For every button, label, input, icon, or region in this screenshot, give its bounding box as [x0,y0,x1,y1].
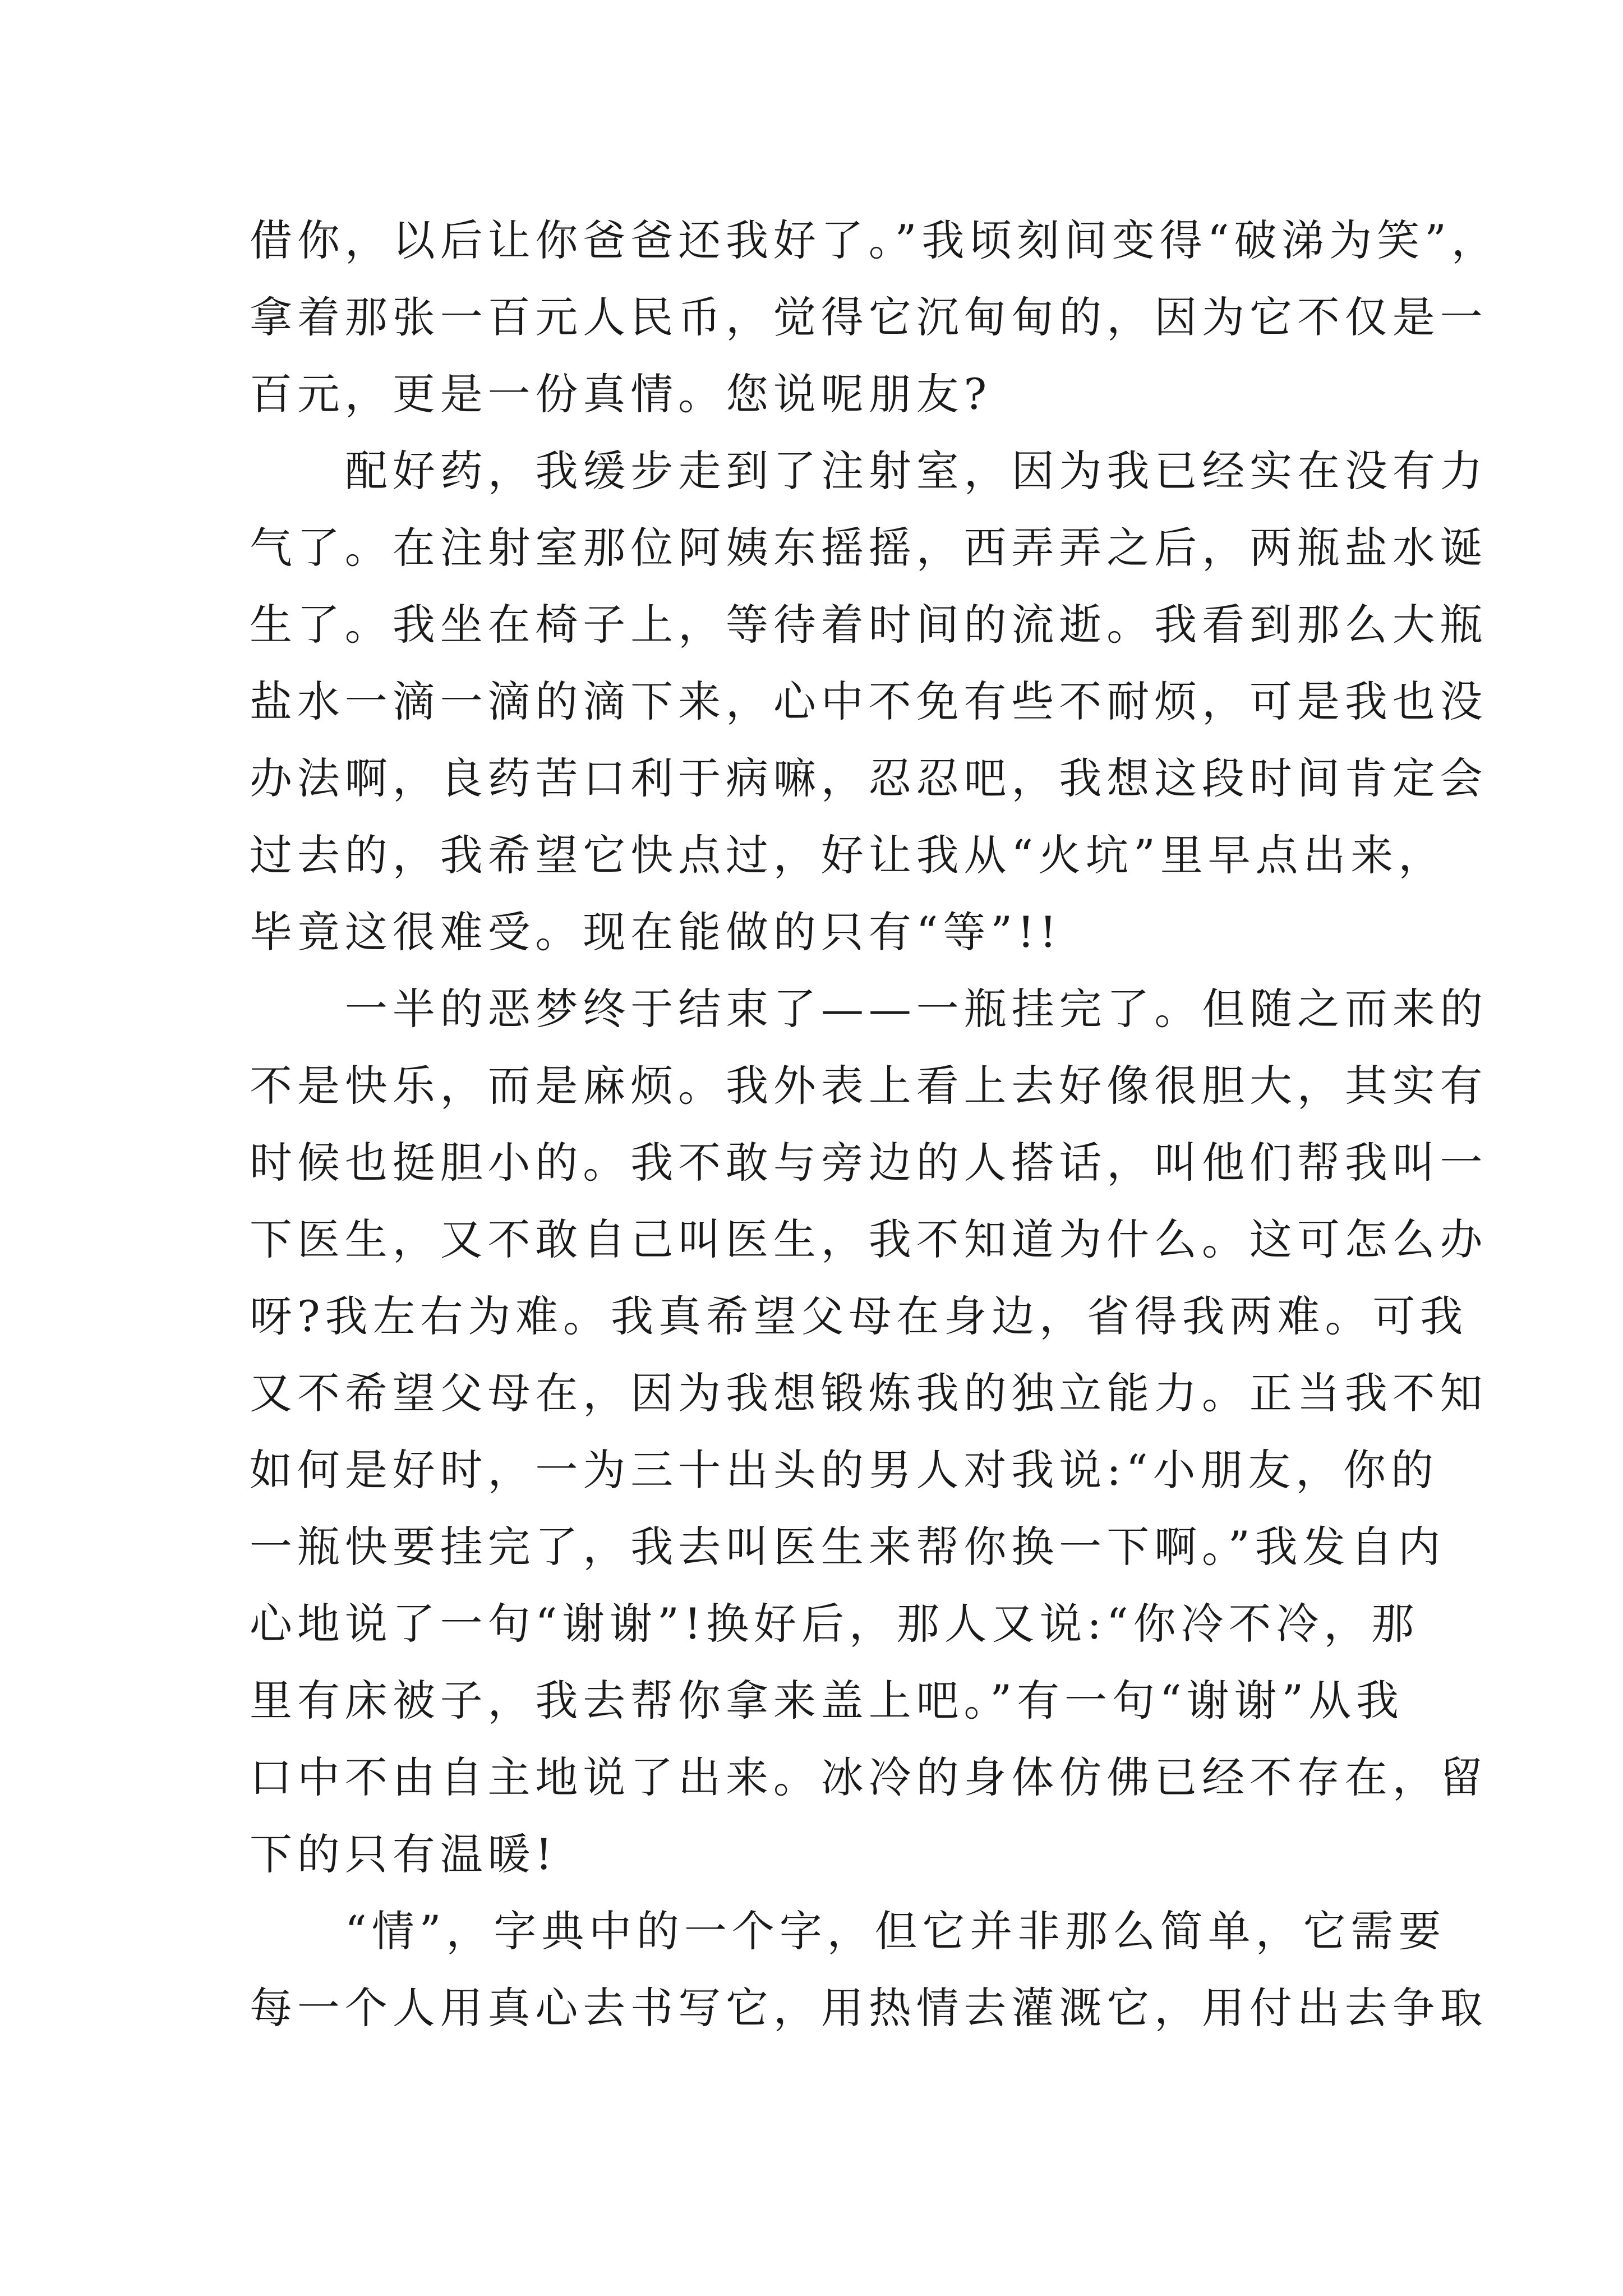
text-line-15: 呀?我左右为难。我真希望父母在身边，省得我两难。可我 [250,1291,1468,1341]
text-line-6: 生了。我坐在椅子上，等待着时间的流逝。我看到那么大瓶 [250,600,1488,650]
text-line-20: 里有床被子，我去帮你拿来盖上吧。”有一句“谢谢”从我 [250,1676,1404,1726]
text-line-22: 下的只有温暖! [250,1829,557,1879]
text-line-10: 毕竟这很难受。现在能做的只有“等”!! [250,907,1062,957]
text-line-13: 时候也挺胆小的。我不敢与旁边的人搭话，叫他们帮我叫一 [250,1138,1488,1188]
text-line-9: 过去的，我希望它快点过，好让我从“火坑”里早点出来， [250,830,1446,880]
text-line-17: 如何是好时，一为三十出头的男人对我说:“小朋友，你的 [250,1445,1438,1495]
text-line-4: 配好药，我缓步走到了注射室，因为我已经实在没有力 [345,446,1488,496]
text-line-8: 办法啊，良药苦口利于病嘛，忍忍吧，我想这段时间肯定会 [250,753,1488,803]
text-line-24: 每一个人用真心去书写它，用热情去灌溉它，用付出去争取 [250,1983,1488,2033]
text-line-11: 一半的恶梦终于结束了——一瓶挂完了。但随之而来的 [345,984,1488,1034]
text-line-16: 又不希望父母在，因为我想锻炼我的独立能力。正当我不知 [250,1368,1488,1418]
body-text [250,202,1499,2046]
text-line-1: 借你，以后让你爸爸还我好了。”我顷刻间变得“破涕为笑”， [250,215,1499,265]
text-line-7: 盐水一滴一滴的滴下来，心中不免有些不耐烦，可是我也没 [250,677,1488,726]
text-line-2: 拿着那张一百元人民币，觉得它沉甸甸的，因为它不仅是一 [250,292,1488,342]
text-line-5: 气了。在注射室那位阿姨东摇摇，西弄弄之后，两瓶盐水诞 [250,523,1488,573]
text-line-19: 心地说了一句“谢谢”!换好后，那人又说:“你冷不冷，那 [250,1599,1419,1649]
text-line-14: 下医生，又不敢自己叫医生，我不知道为什么。这可怎么办 [250,1214,1488,1264]
text-line-12: 不是快乐，而是麻烦。我外表上看上去好像很胆大，其实有 [250,1061,1488,1111]
text-line-21: 口中不由自主地说了出来。冰冷的身体仿佛已经不存在，留 [250,1752,1488,1802]
text-line-18: 一瓶快要挂完了，我去叫医生来帮你换一下啊。”我发自内 [250,1522,1446,1572]
text-line-23: “情”，字典中的一个字，但它并非那么简单，它需要 [345,1906,1446,1956]
text-line-3: 百元，更是一份真情。您说呢朋友? [250,369,992,419]
